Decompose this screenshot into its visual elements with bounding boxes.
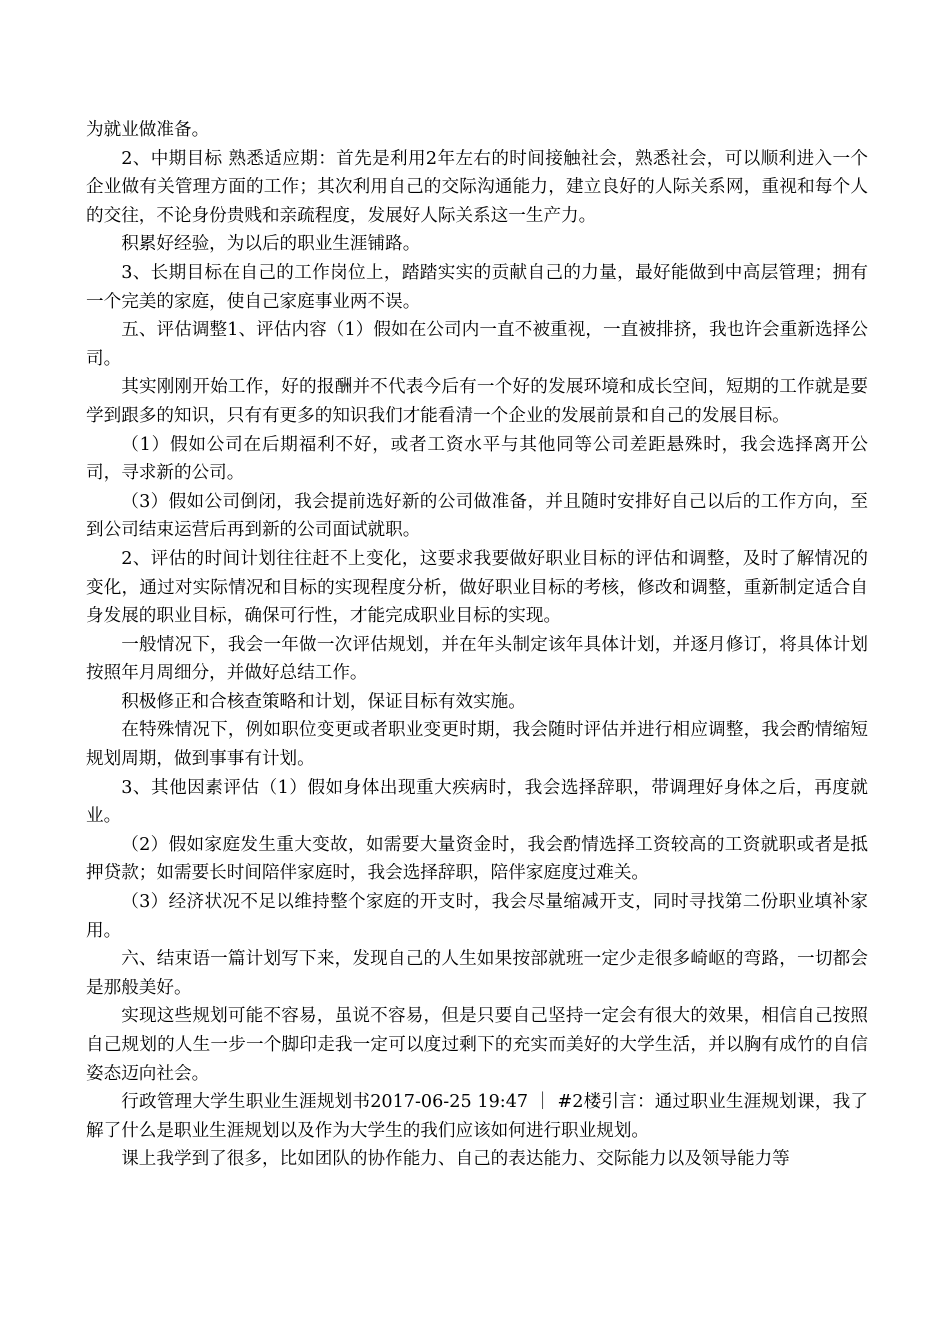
paragraph: 六、结束语一篇计划写下来，发现自己的人生如果按部就班一定少走很多崎岖的弯路，一切都会是那般美好。: [86, 949, 868, 998]
paragraph: 2、评估的时间计划往往赶不上变化，这要求我要做好职业目标的评估和调整，及时了解情况的变化，通过对实际情况和目标的实现程度分析，做好职业目标的考核，修改和调整，重新制定适合自身发展的职业目标，确保可行性，才能完成职业目标的实现。: [86, 548, 868, 627]
paragraph: 五、评估调整1、评估内容（1）假如在公司内一直不被重视，一直被排挤，我也许会重新选择公司。: [86, 320, 868, 369]
paragraph: （1）假如公司在后期福利不好，或者工资水平与其他同等公司差距悬殊时，我会选择离开公司，寻求新的公司。: [86, 434, 868, 484]
paragraph: （3）经济状况不足以维持整个家庭的开支时，我会尽量缩减开支，同时寻找第二份职业填补家用。: [86, 892, 868, 941]
paragraph: 课上我学到了很多，比如团队的协作能力、自己的表达能力、交际能力以及领导能力等: [121, 1149, 790, 1170]
paragraph: 实现这些规划可能不容易，虽说不容易，但是只要自己坚持一定会有很大的效果，相信自己按照自己规划的人生一步一个脚印走我一定可以度过剩下的充实而美好的大学生活，并以胸有成竹的自信姿态迈向社会。: [86, 1006, 868, 1084]
paragraph: 其实刚刚开始工作，好的报酬并不代表今后有一个好的发展环境和成长空间，短期的工作就是要学到跟多的知识，只有有更多的知识我们才能看清一个企业的发展前景和自己的发展目标。: [86, 377, 868, 426]
paragraph: 一般情况下，我会一年做一次评估规划，并在年头制定该年具体计划，并逐月修订，将具体计划按照年月周细分，并做好总结工作。: [86, 634, 868, 684]
paragraph: 积极修正和合核查策略和计划，保证目标有效实施。: [121, 691, 526, 712]
paragraph: （2）假如家庭发生重大变故，如需要大量资金时，我会酌情选择工资较高的工资就职或者是抵押贷款；如需要长时间陪伴家庭时，我会选择辞职，陪伴家庭度过难关。: [86, 834, 868, 884]
paragraph: 积累好经验，为以后的职业生涯铺路。: [121, 234, 421, 255]
document-body: [86, 116, 868, 1174]
paragraph: 3、其他因素评估（1）假如身体出现重大疾病时，我会选择辞职，带调理好身体之后，再度就业。: [86, 777, 868, 827]
paragraph: 3、长期目标在自己的工作岗位上，踏踏实实的贡献自己的力量，最好能做到中高层管理；拥有一个完美的家庭，使自己家庭事业两不误。: [86, 262, 868, 312]
paragraph: （3）假如公司倒闭，我会提前选好新的公司做准备，并且随时安排好自己以后的工作方向，至到公司结束运营后再到新的公司面试就职。: [86, 491, 868, 541]
paragraph: 在特殊情况下，例如职位变更或者职业变更时期，我会随时评估并进行相应调整，我会酌情缩短规划周期，做到事事有计划。: [86, 720, 868, 770]
paragraph: 行政管理大学生职业生涯规划书2017-06-25 19:47 ｜ #2楼引言：通过职业生涯规划课，我了解了什么是职业生涯规划以及作为大学生的我们应该如何进行职业规划。: [86, 1092, 868, 1141]
paragraph: 2、中期目标 熟悉适应期：首先是利用2年左右的时间接触社会，熟悉社会，可以顺利进入一个企业做有关管理方面的工作；其次利用自己的交际沟通能力，建立良好的人际关系网，重视和每个人的交往，不论身份贵贱和亲疏程度，发展好人际关系这一生产力。: [86, 148, 868, 226]
paragraph: 为就业做准备。: [86, 120, 210, 140]
